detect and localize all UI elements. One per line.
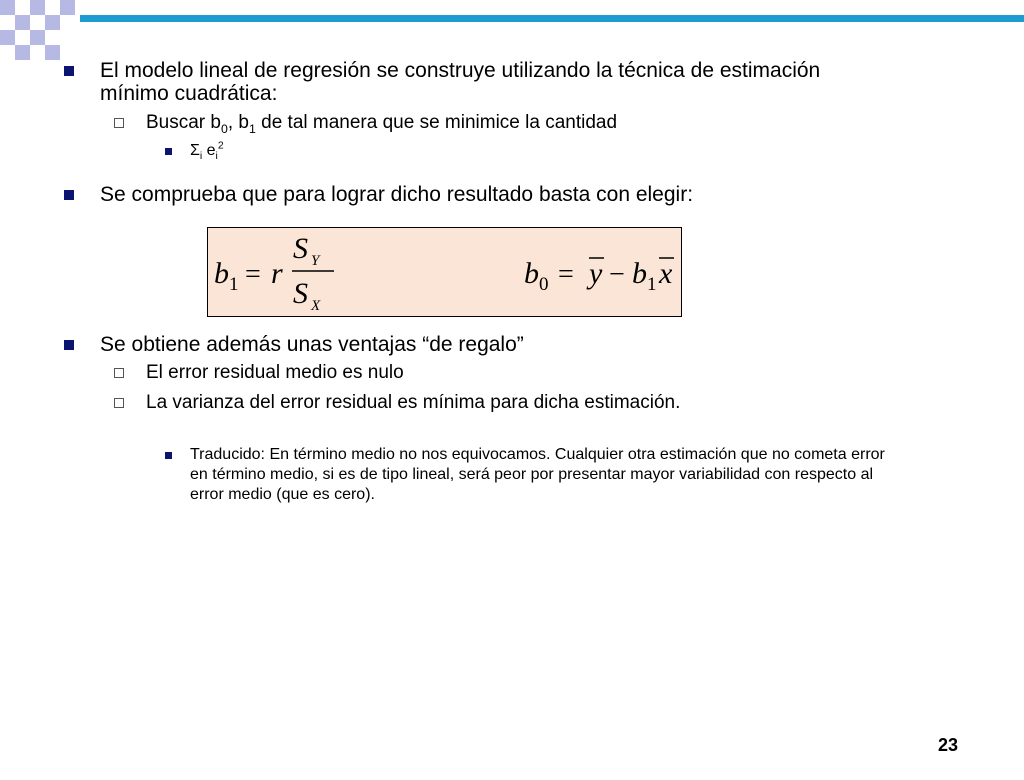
bullet-text-3-note: Traducido: En término medio no nos equivocamos. Cualquier otra estimación que no cometa error en término medio, si es de tipo lineal, será peor por presentar mayor variabilidad con respecto al error medio (que es cero). — [190, 446, 885, 503]
formula-box — [207, 227, 682, 317]
bullet-text-3-sub-1: El error residual medio es nulo — [146, 362, 404, 383]
bullet-hollow-square-icon — [114, 118, 124, 128]
formula-b1-symbol: b — [214, 257, 229, 290]
bullet-text-2: Se comprueba que para lograr dicho resultado basta con elegir: — [100, 183, 694, 206]
bullet-small-square-icon — [165, 148, 172, 155]
page-number: 23 — [938, 735, 959, 755]
formula-r: r — [271, 257, 283, 290]
bullet-text-1-sub: Buscar $b_0$, $b_1$ de tal manera que se minimice la cantidad — [146, 112, 618, 136]
bullet-square-icon — [64, 340, 74, 350]
bullet-square-icon — [64, 190, 74, 200]
bullet-text-3: Se obtiene además unas ventajas “de regalo” — [100, 333, 524, 356]
bullet-small-square-icon — [165, 452, 172, 459]
formula-minus: − — [609, 259, 625, 290]
header-square-2 — [30, 0, 45, 15]
formula-equals-1: = — [245, 259, 261, 290]
header-square-6 — [30, 30, 45, 45]
formula-equals-2: = — [558, 259, 574, 290]
formula-svg — [208, 228, 683, 318]
bullet-text-1: El modelo lineal de regresión se construye utilizando la técnica de estimación mínimo cuadrática: — [100, 59, 821, 105]
bullet-square-icon — [64, 66, 74, 76]
header-square-3 — [60, 0, 75, 15]
header-square-5 — [45, 15, 60, 30]
formula-numerator-sub: Y — [311, 253, 320, 269]
formula-numerator-S: S — [293, 232, 308, 265]
formula-b1-term-subscript: 1 — [647, 274, 657, 295]
header-square-1 — [0, 0, 15, 15]
formula-b1-subscript: 1 — [229, 274, 239, 295]
bullet-text-3-sub-2: La varianza del error residual es mínima para dicha estimación. — [146, 392, 681, 413]
formula-b1-term: b — [632, 257, 647, 290]
formula-xbar: x — [659, 257, 673, 290]
header-square-9 — [15, 45, 30, 60]
header-accent-bar — [80, 15, 1024, 22]
header-square-8 — [45, 45, 60, 60]
formula-b0-symbol: b — [524, 257, 539, 290]
bullet-hollow-square-icon — [114, 398, 124, 408]
formula-b0-subscript: 0 — [539, 274, 549, 295]
header-square-7 — [0, 30, 15, 45]
bullet-hollow-square-icon — [114, 368, 124, 378]
bullet-text-1-subsub: $\Sigma_i$ $e_i^2$ — [190, 140, 224, 163]
formula-denominator-sub: X — [311, 298, 321, 314]
formula-ybar: y — [589, 257, 603, 290]
header-square-4 — [15, 15, 30, 30]
formula-denominator-S: S — [293, 277, 308, 310]
